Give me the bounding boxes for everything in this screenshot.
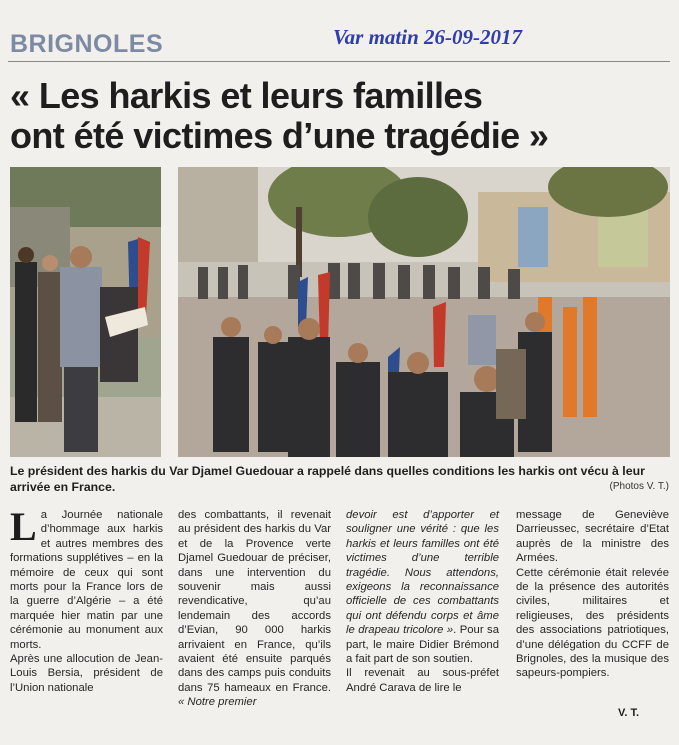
section-title: BRIGNOLES bbox=[10, 30, 164, 58]
ceremony-photo-image bbox=[178, 167, 670, 457]
ceremony-photo bbox=[178, 167, 670, 457]
photo-caption bbox=[10, 463, 670, 495]
headline-line-2: ont été victimes d’une tragédie » bbox=[10, 115, 549, 156]
speaker-photo-image bbox=[10, 167, 161, 457]
article-col4-paragraph-2: Cette cérémonie était relevée de la présence des autorités civiles, militaires et religieuses, des présidents des associations patriotiques, d’une délégation du CCFF de Brignoles, des la musique des sapeurs-pompiers. bbox=[516, 566, 669, 680]
article-col2-paragraph-1 bbox=[178, 508, 331, 710]
article-col2-quote-start: « Notre premier bbox=[178, 696, 257, 709]
article-col3-quote: devoir est d’apporter et souligner une vérité : que les harkis et leurs familles ont été victimes d’une terrible tragédie. Nous attendons, exigeons la reconnaissance officielle de ces combattants qui ont défendu corps et âme le drapeau tricolore » bbox=[346, 509, 499, 637]
article-col3-paragraph-2: Il revenait au sous-préfet André Carava de lire le bbox=[346, 667, 499, 694]
article-col1-paragraph-1-text: a Journée nationale d’hommage aux harkis et autres membres des formations supplétives – en la mémoire de ceux qui sont morts pour la France lors de la guerre d’Algérie – a été marquée hier matin par une cérémonie au monument aux morts. bbox=[10, 509, 163, 651]
author-signature: V. T. bbox=[618, 707, 639, 719]
article-col2-paragraph-1-text: des combattants, il revenait au président des harkis du Var et de la Provence verte Djamel Guedouar de préciser, dans une intervention du souvenir mais aussi revendicative, qu’au lendemain des accords d’Evian, 90 000 harkis arrivaient en France, qu’ils avaient été ensuite parqués dans des camps puis conduits dans 75 hameaux en France. bbox=[178, 509, 331, 694]
article-column-3 bbox=[346, 508, 499, 695]
newspaper-source-date: Var matin 26-09-2017 bbox=[333, 25, 523, 49]
article-column-4 bbox=[516, 508, 669, 681]
photo-caption-line-1: Le président des harkis du Var Djamel Guedouar a rappelé dans quelles conditions les harkis ont vécu à leur bbox=[10, 464, 645, 478]
photo-credit: (Photos V. T.) bbox=[609, 481, 669, 492]
headline bbox=[10, 76, 670, 156]
photo-caption-line-2: arrivée en France. bbox=[10, 480, 116, 494]
speaker-photo bbox=[10, 167, 161, 457]
drop-cap: L bbox=[10, 504, 37, 549]
article-col3-paragraph-1-text: . Pour sa part, le maire Didier Brémond a fait part de son soutien. bbox=[346, 624, 499, 666]
article-col1-paragraph-2: Après une allocution de Jean-Louis Bersia, président de l’Union nationale bbox=[10, 653, 163, 694]
article-col4-paragraph-1: message de Geneviève Darrieussec, secrétaire d’Etat auprès de la ministre des Armées. bbox=[516, 509, 669, 565]
header-rule bbox=[8, 61, 670, 62]
headline-line-1: « Les harkis et leurs familles bbox=[10, 75, 483, 116]
article-column-2 bbox=[178, 508, 331, 710]
article-col1-paragraph-1 bbox=[10, 504, 163, 652]
article-column-1 bbox=[10, 504, 163, 695]
article-col3-paragraph-1 bbox=[346, 508, 499, 666]
